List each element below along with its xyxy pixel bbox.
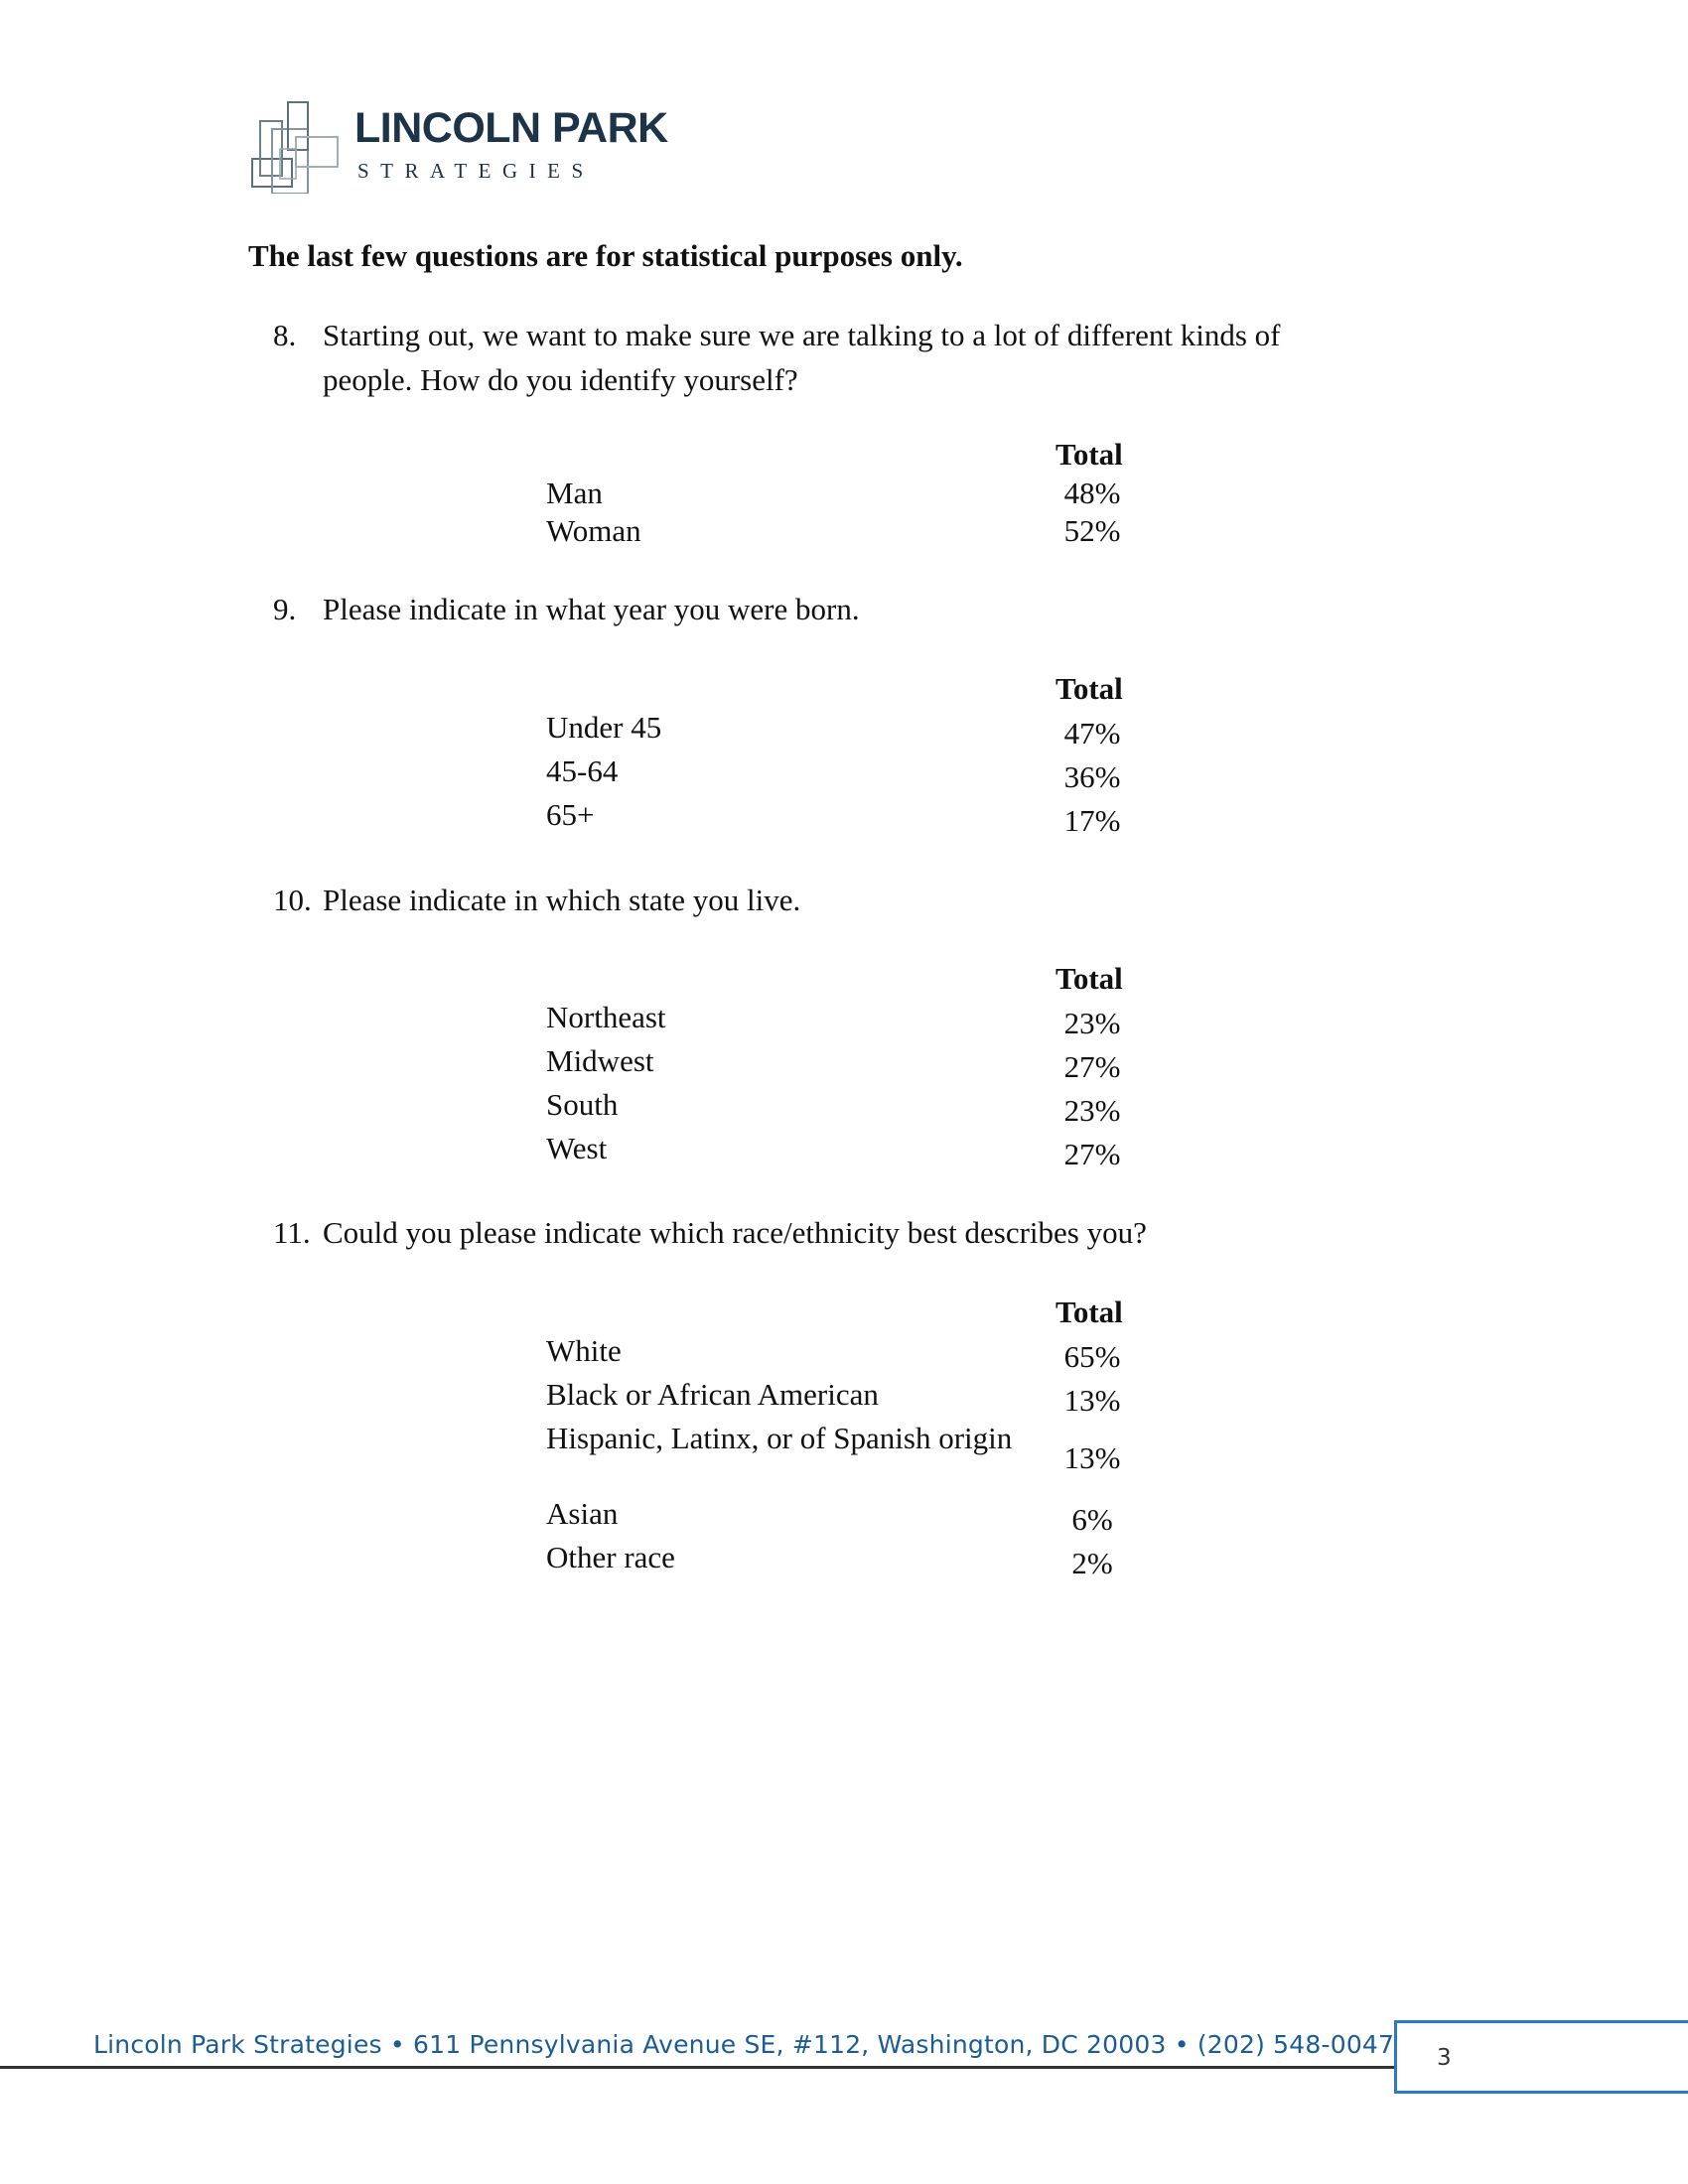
table-row-label: White	[546, 1333, 622, 1368]
question-text: Please indicate in which state you live.	[323, 883, 801, 917]
question-10	[273, 878, 1375, 922]
table-row-value: 36%	[1063, 759, 1121, 794]
logo-name: LINCOLN PARK	[354, 104, 668, 152]
question-number: 9.	[273, 592, 297, 626]
table-row-label: West	[546, 1131, 608, 1165]
table-row-value: 27%	[1063, 1049, 1121, 1084]
table-row-value: 52%	[1063, 513, 1121, 548]
table-header: Total	[1055, 961, 1123, 996]
intro-heading: The last few questions are for statistical purposes only.	[248, 238, 963, 273]
table-row-label: Woman	[546, 513, 641, 548]
question-number: 8.	[273, 318, 297, 352]
question-number: 10.	[273, 883, 312, 917]
question-text: Starting out, we want to make sure we are talking to a lot of different kinds of people. How do you identify yourself?	[323, 318, 1281, 397]
table-row-value: 2%	[1071, 1546, 1113, 1580]
table-row-value: 47%	[1063, 716, 1121, 751]
table-row-label: 65+	[546, 797, 595, 832]
table-row-value: 27%	[1063, 1137, 1121, 1171]
table-row-label: Hispanic, Latinx, or of Spanish origin	[546, 1421, 1013, 1455]
page-number-box	[1394, 2020, 1688, 2094]
page-number: 3	[1437, 2045, 1452, 2071]
table-row-value: 17%	[1063, 803, 1121, 838]
table-row-value: 23%	[1063, 1093, 1121, 1128]
table-row-label: Under 45	[546, 710, 662, 745]
table-row-value: 13%	[1063, 1383, 1121, 1418]
table-row-value: 23%	[1063, 1006, 1121, 1040]
table-row-value: 13%	[1063, 1440, 1121, 1475]
table-row-label: Northeast	[546, 1000, 666, 1034]
table-row-value: 6%	[1071, 1502, 1113, 1537]
logo-subtitle: STRATEGIES	[357, 159, 595, 183]
logo-mark-icon	[250, 99, 350, 194]
table-row-label: Asian	[546, 1496, 619, 1531]
table-row-label: South	[546, 1087, 619, 1122]
table-row-label: Other race	[546, 1540, 675, 1574]
table-row-label: Black or African American	[546, 1377, 879, 1412]
table-header: Total	[1055, 437, 1123, 472]
table-row-value: 65%	[1063, 1339, 1121, 1374]
footer-contact: Lincoln Park Strategies • 611 Pennsylvania Avenue SE, #112, Washington, DC 20003 • (202) 548-0047	[93, 2030, 1395, 2059]
question-text: Could you please indicate which race/ethnicity best describes you?	[323, 1215, 1147, 1250]
question-text: Please indicate in what year you were born.	[323, 592, 860, 626]
company-logo	[250, 99, 668, 194]
table-row-label: 45-64	[546, 753, 619, 788]
question-11	[273, 1210, 1375, 1255]
footer-divider	[0, 2066, 1394, 2069]
table-header: Total	[1055, 671, 1123, 706]
table-row-value: 48%	[1063, 476, 1121, 510]
question-number: 11.	[273, 1215, 311, 1250]
question-8	[273, 313, 1375, 402]
table-header: Total	[1055, 1295, 1123, 1329]
question-9	[273, 587, 1375, 631]
table-row-label: Man	[546, 476, 603, 510]
table-row-label: Midwest	[546, 1043, 654, 1078]
